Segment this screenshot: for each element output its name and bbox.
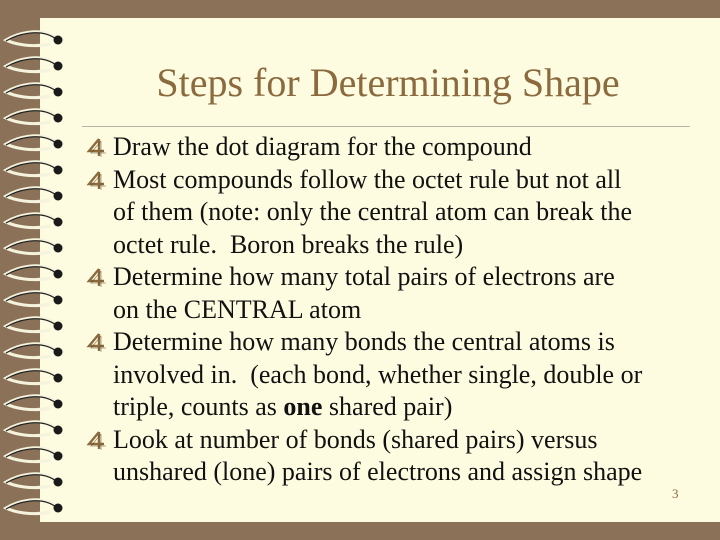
bullet-item-2 [84,164,714,262]
binding-ring [6,318,63,332]
binding-ring [6,396,63,410]
bullet-line: Determine how many total pairs of electrons are [113,262,615,291]
bullet-line: octet rule. Boron breaks the rule) [113,229,464,259]
binding-ring [6,110,63,124]
binding-ring [6,240,63,254]
bullet-line: of them (note: only the central atom can break the [113,197,633,226]
binding-ring [6,292,63,306]
bullet-item-4 [84,326,714,424]
bullet-line: on the CENTRAL atom [113,294,362,324]
binding-ring [6,32,63,46]
page-number: 3 [672,486,679,501]
bullet-item-1 [84,131,714,164]
numeral-4-icon [86,137,108,159]
bullet-item-5 [84,424,714,489]
spiral-binding [0,0,80,540]
numeral-4-icon [86,267,108,289]
binding-ring [6,84,63,98]
bullet-list [84,131,714,489]
binding-ring [6,58,63,72]
emphasis-text: one [283,392,323,421]
binding-ring [6,136,63,150]
bullet-line: Determine how many bonds the central atoms is [113,327,615,356]
binding-ring [6,422,63,436]
bullet-line: involved in. (each bond, whether single, double or [113,359,643,389]
text-before-emphasis: triple, counts as [113,392,284,421]
binding-ring [6,474,63,488]
binding-ring [6,500,63,514]
binding-ring [6,162,63,176]
bullet-line: Draw the dot diagram for the compound [113,132,532,161]
text-after-emphasis: shared pair) [322,392,453,421]
numeral-4-icon [86,332,108,354]
numeral-4-icon [86,170,108,192]
numeral-4-icon [86,430,108,452]
bullet-line: Most compounds follow the octet rule but not all [113,164,622,194]
binding-ring [6,214,63,228]
bullet-line-with-emphasis [113,391,714,424]
binding-ring [6,370,63,384]
bullet-item-3 [84,261,714,326]
binding-ring [6,344,63,358]
title-divider [82,126,690,127]
slide-title: Steps for Determining Shape [156,60,620,105]
binding-ring [6,188,63,202]
bullet-line: unshared (lone) pairs of electrons and assign shape [113,457,643,486]
binding-ring [6,448,63,462]
binding-ring [6,266,63,280]
bullet-line: Look at number of bonds (shared pairs) versus [113,424,598,454]
